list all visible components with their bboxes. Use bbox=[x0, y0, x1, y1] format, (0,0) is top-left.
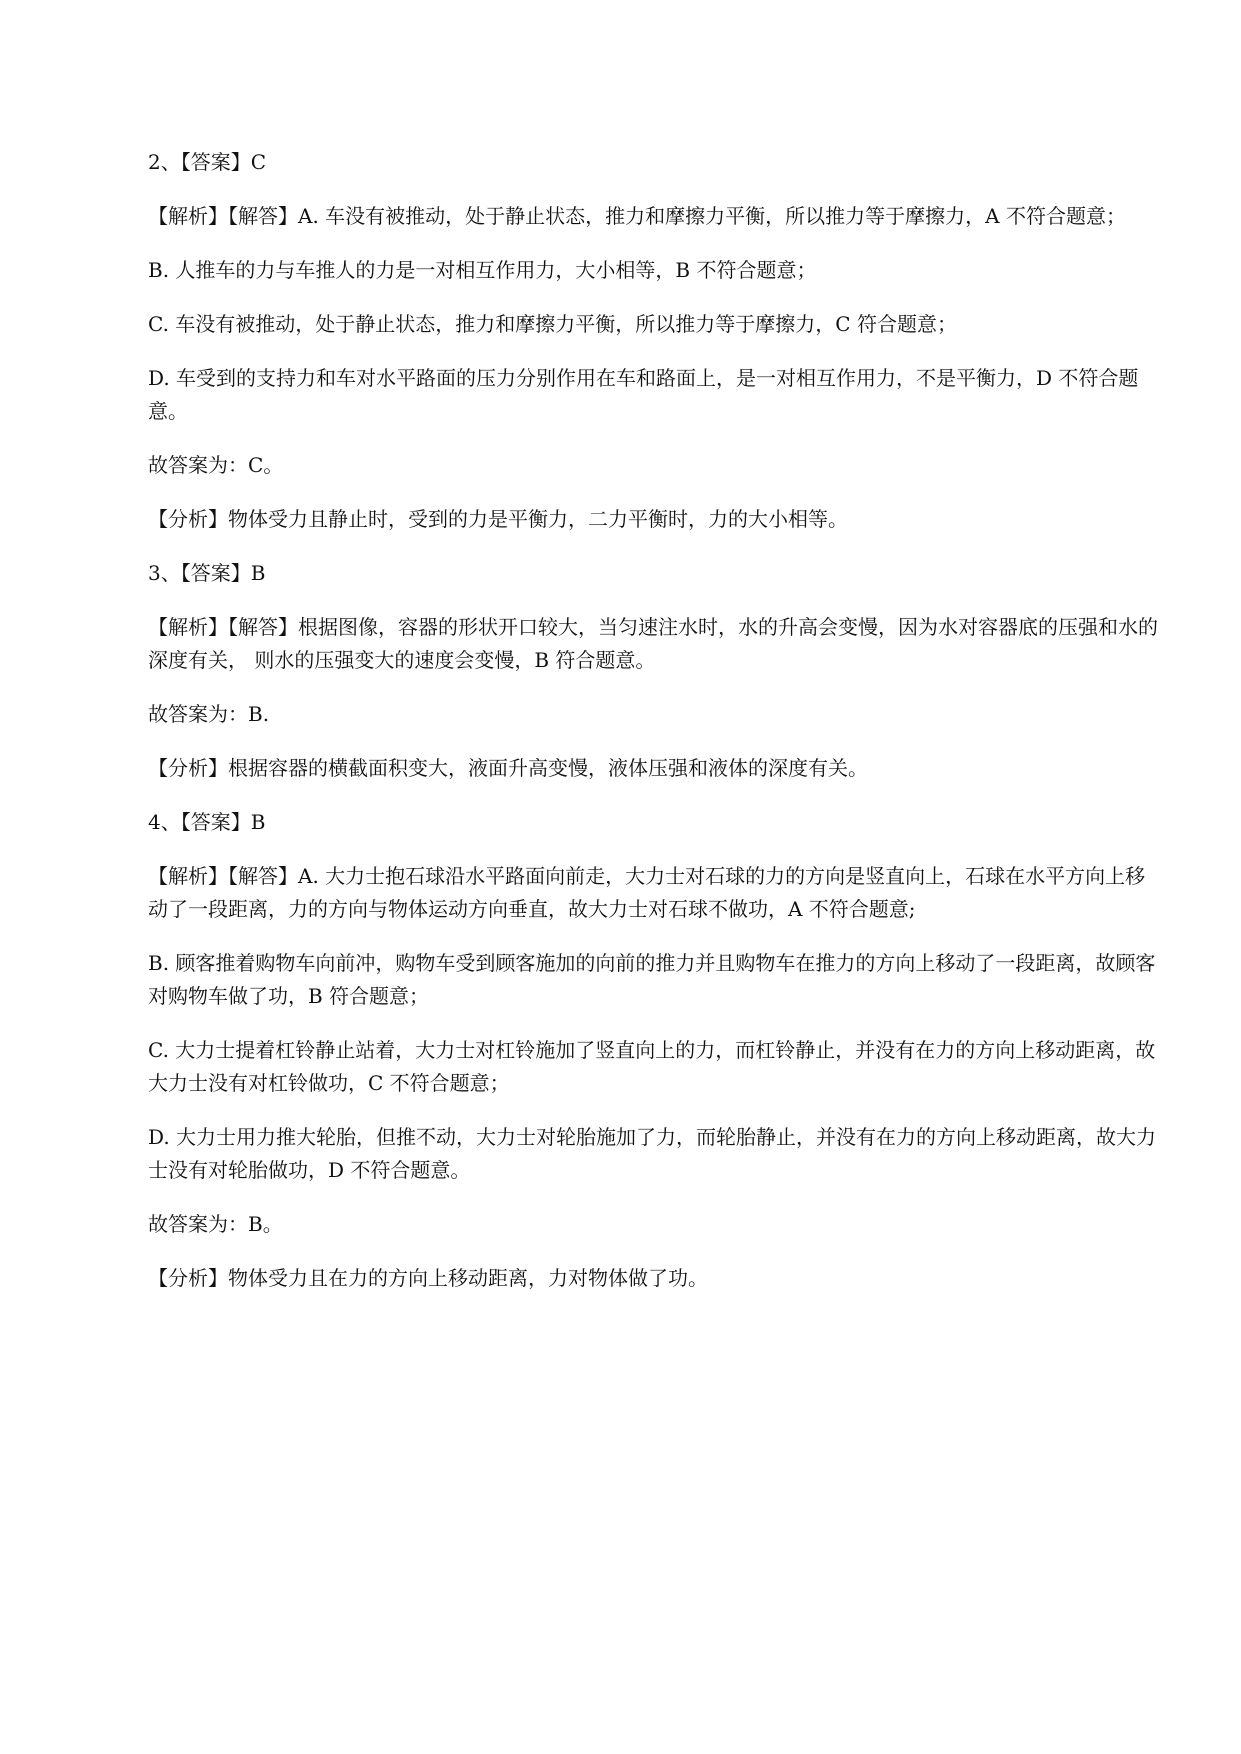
solution-paragraph-4c: C. 大力士提着杠铃静止站着，大力士对杠铃施加了竖直向上的力，而杠铃静止，并没有在力的方向上移动距离，故大力士没有对杠铃做功，C 不符合题意； bbox=[148, 1038, 1156, 1095]
final-answer-3: 故答案为：B. bbox=[148, 702, 270, 726]
analysis-paragraph-4: 【分析】物体受力且在力的方向上移动距离，力对物体做了功。 bbox=[148, 1266, 708, 1290]
final-answer-2: 故答案为：C。 bbox=[148, 453, 284, 477]
analysis-paragraph-3: 【分析】根据容器的横截面积变大，液面升高变慢，液体压强和液体的深度有关。 bbox=[148, 756, 868, 780]
solution-paragraph-4d: D. 大力士用力推大轮胎，但推不动，大力士对轮胎施加了力，而轮胎静止，并没有在力的方向上移动距离，故大力士没有对轮胎做功，D 不符合题意。 bbox=[148, 1125, 1157, 1182]
solution-paragraph-4a: 【解析】【解答】A. 大力士抱石球沿水平路面向前走，大力士对石球的力的方向是竖直向上，石球在水平方向上移动了一段距离，力的方向与物体运动方向垂直，故大力士对石球不做功，A 不符合题意; bbox=[148, 864, 1146, 921]
answer-heading-2: 2、【答案】C bbox=[148, 150, 267, 174]
final-answer-4: 故答案为：B。 bbox=[148, 1212, 283, 1236]
answer-heading-3: 3、【答案】B bbox=[148, 561, 266, 585]
solution-paragraph-2d: D. 车受到的支持力和车对水平路面的压力分别作用在车和路面上，是一对相互作用力，不是平衡力，D 不符合题意。 bbox=[148, 366, 1139, 423]
solution-paragraph-3: 【解析】【解答】根据图像，容器的形状开口较大，当匀速注水时，水的升高会变慢，因为水对容器底的压强和水的深度有关， 则水的压强变大的速度会变慢，B 符合题意。 bbox=[148, 615, 1158, 672]
analysis-paragraph-2: 【分析】物体受力且静止时，受到的力是平衡力，二力平衡时，力的大小相等。 bbox=[148, 507, 848, 531]
answer-heading-4: 4、【答案】B bbox=[148, 810, 266, 834]
solution-paragraph-2a: 【解析】【解答】A. 车没有被推动，处于静止状态，推力和摩擦力平衡，所以推力等于摩擦力，A 不符合题意； bbox=[148, 204, 1126, 228]
solution-paragraph-2b: B. 人推车的力与车推人的力是一对相互作用力，大小相等，B 不符合题意； bbox=[148, 258, 817, 282]
solution-paragraph-4b: B. 顾客推着购物车向前冲，购物车受到顾客施加的向前的推力并且购物车在推力的方向上移动了一段距离，故顾客对购物车做了功，B 符合题意； bbox=[148, 951, 1156, 1008]
solution-paragraph-2c: C. 车没有被推动，处于静止状态，推力和摩擦力平衡，所以推力等于摩擦力，C 符合题意； bbox=[148, 312, 957, 336]
